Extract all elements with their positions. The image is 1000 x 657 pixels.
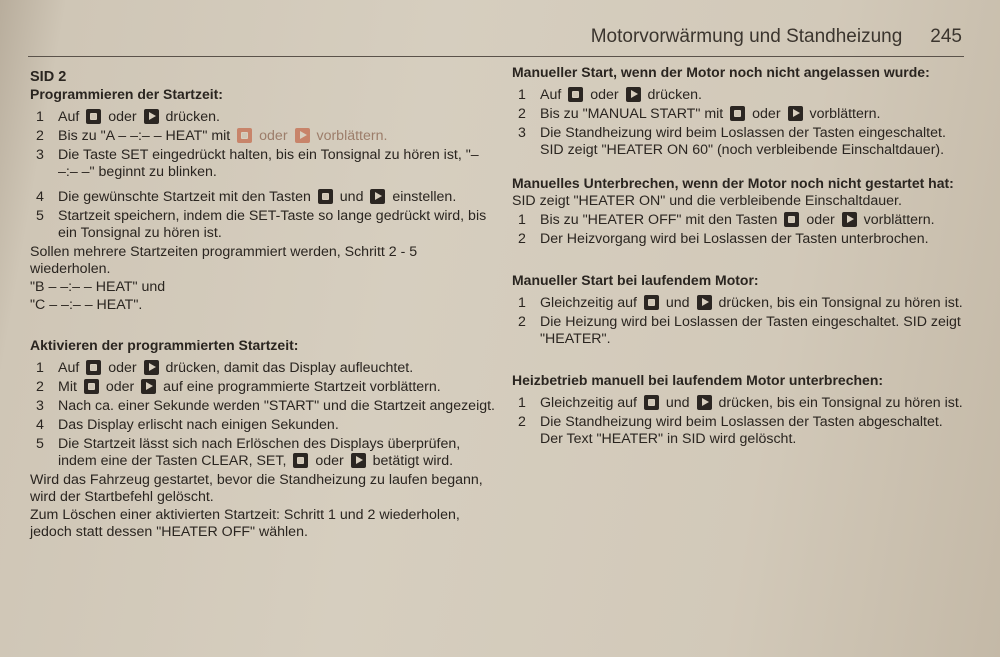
play-button-icon <box>144 109 159 124</box>
square-button-icon <box>84 379 99 394</box>
play-button-icon <box>141 379 156 394</box>
hb-step-2: 2 Die Standheizung wird beim Loslassen der Tasten abgeschaltet. Der Text "HEATER" in SID wird gelöscht. <box>518 414 943 447</box>
chapter-title: Motorvorwärmung und Standheizung <box>590 26 903 47</box>
play-button-icon <box>144 360 159 375</box>
play-button-icon <box>697 395 712 410</box>
square-button-icon <box>237 128 252 143</box>
mu-note: SID zeigt "HEATER ON" und die verbleibende Einschaltdauer. <box>512 193 902 209</box>
act-step-3: 3 Nach ca. einer Sekunde werden "START" und die Startzeit angezeigt. <box>36 398 495 414</box>
square-button-icon <box>293 453 308 468</box>
act-step-1: 1 Auf oder drücken, damit das Display aufleuchtet. <box>36 360 414 376</box>
prog-heading: Programmieren der Startzeit: <box>30 86 223 102</box>
play-button-icon <box>626 87 641 102</box>
mr-heading: Manueller Start bei laufendem Motor: <box>512 272 759 288</box>
play-button-icon <box>842 212 857 227</box>
square-button-icon <box>86 360 101 375</box>
prog-step-4: 4 Die gewünschte Startzeit mit den Tasten und einstellen. <box>36 189 457 205</box>
ms-step-2: 2 Bis zu "MANUAL START" mit oder vorblättern. <box>518 106 881 122</box>
ms-step-1: 1 Auf oder drücken. <box>518 87 702 103</box>
play-button-icon <box>295 128 310 143</box>
mu-heading: Manuelles Unterbrechen, wenn der Motor noch nicht gestartet hat: <box>512 175 954 191</box>
hb-step-1: 1 Gleichzeitig auf und drücken, bis ein Tonsignal zu hören ist. <box>518 395 963 411</box>
play-button-icon <box>697 295 712 310</box>
prog-step-3: 3 Die Taste SET eingedrückt halten, bis ein Tonsignal zu hören ist, "– –:– –" beginnt zu blinken. <box>36 147 479 180</box>
prog-note-c: "C – –:– – HEAT". <box>30 297 143 313</box>
act-note-delete: Zum Löschen einer aktivierten Startzeit: Schritt 1 und 2 wiederholen, jedoch statt dessen "HEATER OFF" wählen. <box>30 507 460 540</box>
prog-note: Sollen mehrere Startzeiten programmiert werden, Schritt 2 - 5 wiederholen. <box>30 244 418 277</box>
right-column <box>512 64 967 450</box>
prog-step-2: 2 Bis zu "A – –:– – HEAT" mit oder vorblättern. <box>36 128 388 144</box>
left-column <box>30 68 500 542</box>
act-step-5: 5 Die Startzeit lässt sich nach Erlöschen des Displays überprüfen, indem eine der Tasten CLEAR, SET, oder betätigt wird. <box>36 436 461 469</box>
square-button-icon <box>644 295 659 310</box>
act-step-2: 2 Mit oder auf eine programmierte Startzeit vorblättern. <box>36 379 441 395</box>
hb-heading: Heizbetrieb manuell bei laufendem Motor unterbrechen: <box>512 372 884 388</box>
square-button-icon <box>86 109 101 124</box>
ms-heading: Manueller Start, wenn der Motor noch nicht angelassen wurde: <box>512 64 930 80</box>
play-button-icon <box>351 453 366 468</box>
prog-note-b: "B – –:– – HEAT" und <box>30 279 166 295</box>
act-note: Wird das Fahrzeug gestartet, bevor die Standheizung zu laufen begann, wird der Startbefehl gelöscht. <box>30 472 483 505</box>
prog-step-5: 5 Startzeit speichern, indem die SET-Taste so lange gedrückt wird, bis ein Tonsignal zu hören ist. <box>36 208 487 241</box>
prog-step-1: 1 Auf oder drücken. <box>36 109 220 125</box>
header-rule <box>28 56 964 57</box>
page-number: 245 <box>930 26 962 47</box>
square-button-icon <box>568 87 583 102</box>
square-button-icon <box>730 106 745 121</box>
square-button-icon <box>318 189 333 204</box>
square-button-icon <box>784 212 799 227</box>
square-button-icon <box>644 395 659 410</box>
act-heading: Aktivieren der programmierten Startzeit: <box>30 337 299 353</box>
mu-step-2: 2 Der Heizvorgang wird bei Loslassen der Tasten unterbrochen. <box>518 231 929 247</box>
play-button-icon <box>370 189 385 204</box>
section-title: SID 2 <box>30 69 67 85</box>
ms-step-3: 3 Die Standheizung wird beim Loslassen der Tasten eingeschaltet. SID zeigt "HEATER ON 60" (noch verbleibende Einschaltdauer). <box>518 125 946 158</box>
play-button-icon <box>788 106 803 121</box>
page-header <box>30 22 962 52</box>
mr-step-1: 1 Gleichzeitig auf und drücken, bis ein Tonsignal zu hören ist. <box>518 295 963 311</box>
mu-step-1: 1 Bis zu "HEATER OFF" mit den Tasten oder vorblättern. <box>518 212 935 228</box>
act-step-4: 4 Das Display erlischt nach einigen Sekunden. <box>36 417 339 433</box>
mr-step-2: 2 Die Heizung wird bei Loslassen der Tasten eingeschaltet. SID zeigt "HEATER". <box>518 314 961 347</box>
